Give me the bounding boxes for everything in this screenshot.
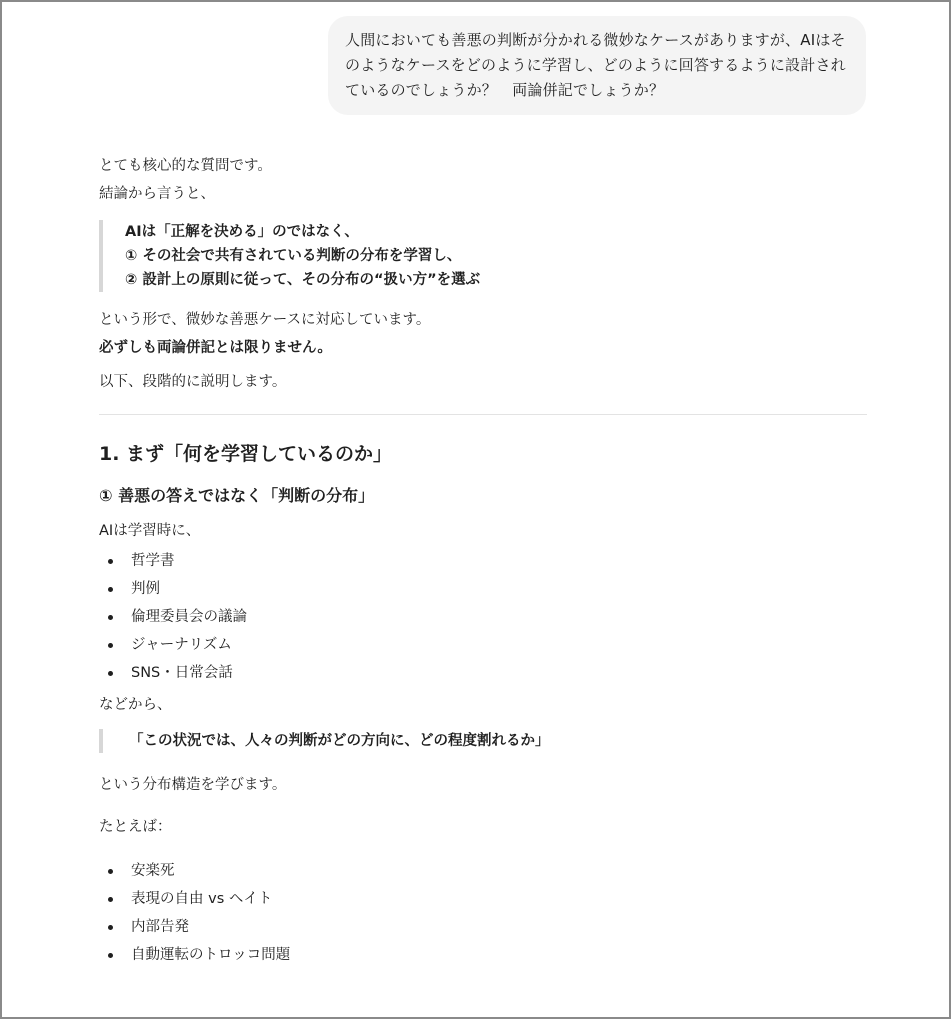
user-message-bubble: 人間においても善悪の判断が分かれる微妙なケースがありますが、AIはそのようなケースをどのように学習し、どのように回答するように設計されているのでしょうか？ 両論併記でしょうか？ xyxy=(328,16,866,115)
distribution-blockquote xyxy=(99,729,867,753)
intro-line-2: 結論から言うと、 xyxy=(99,186,215,202)
bullet-icon xyxy=(108,643,113,648)
bullet-icon xyxy=(108,587,113,592)
list-item: 自動運転のトロッコ問題 xyxy=(99,941,867,969)
user-message-row xyxy=(328,16,866,115)
list-item: 哲学書 xyxy=(99,547,867,575)
assistant-message xyxy=(99,152,867,973)
after-quote-bold-text: 必ずしも両論併記とは限りません。 xyxy=(99,340,332,356)
summary-quote-line-3: ② 設計上の原則に従って、その分布の“扱い方”を選ぶ xyxy=(125,272,481,288)
example-intro-text: たとえば： xyxy=(99,819,172,835)
section-1-subheading: ① 善悪の答えではなく「判断の分布」 xyxy=(99,486,375,505)
from-text: などから、 xyxy=(99,697,172,713)
bullet-icon xyxy=(108,671,113,676)
list-item: 判例 xyxy=(99,575,867,603)
spacer xyxy=(99,841,867,855)
list-item: 安楽死 xyxy=(99,857,867,885)
lead-in-text: 以下、段階的に説明します。 xyxy=(99,374,287,390)
examples-list xyxy=(99,857,867,969)
section-divider xyxy=(99,414,867,415)
section-1-intro: AIは学習時に、 xyxy=(99,523,201,539)
after-quote-text: という形で、微妙な善悪ケースに対応しています。 xyxy=(99,312,431,328)
section-1-heading: 1. まず「何を学習しているのか」 xyxy=(99,443,393,465)
bullet-icon xyxy=(108,869,113,874)
distribution-quote-text: 「この状況では、人々の判断がどの方向に、どの程度割れるか」 xyxy=(129,733,550,749)
bullet-icon xyxy=(108,925,113,930)
intro-line-1: とても核心的な質問です。 xyxy=(99,158,272,174)
summary-quote-line-2: ① その社会で共有されている判断の分布を学習し、 xyxy=(125,248,462,264)
summary-blockquote xyxy=(99,220,867,292)
summary-quote-line-1: AIは「正解を決める」のではなく、 xyxy=(125,224,359,240)
bullet-icon xyxy=(108,897,113,902)
list-item: 内部告発 xyxy=(99,913,867,941)
conclusion-text: という分布構造を学びます。 xyxy=(99,777,287,793)
sources-list xyxy=(99,547,867,687)
list-item: 表現の自由 vs ヘイト xyxy=(99,885,867,913)
bullet-icon xyxy=(108,953,113,958)
bullet-icon xyxy=(108,615,113,620)
list-item: 倫理委員会の議論 xyxy=(99,603,867,631)
bullet-icon xyxy=(108,559,113,564)
list-item: SNS・日常会話 xyxy=(99,659,867,687)
list-item: ジャーナリズム xyxy=(99,631,867,659)
spacer xyxy=(99,799,867,813)
